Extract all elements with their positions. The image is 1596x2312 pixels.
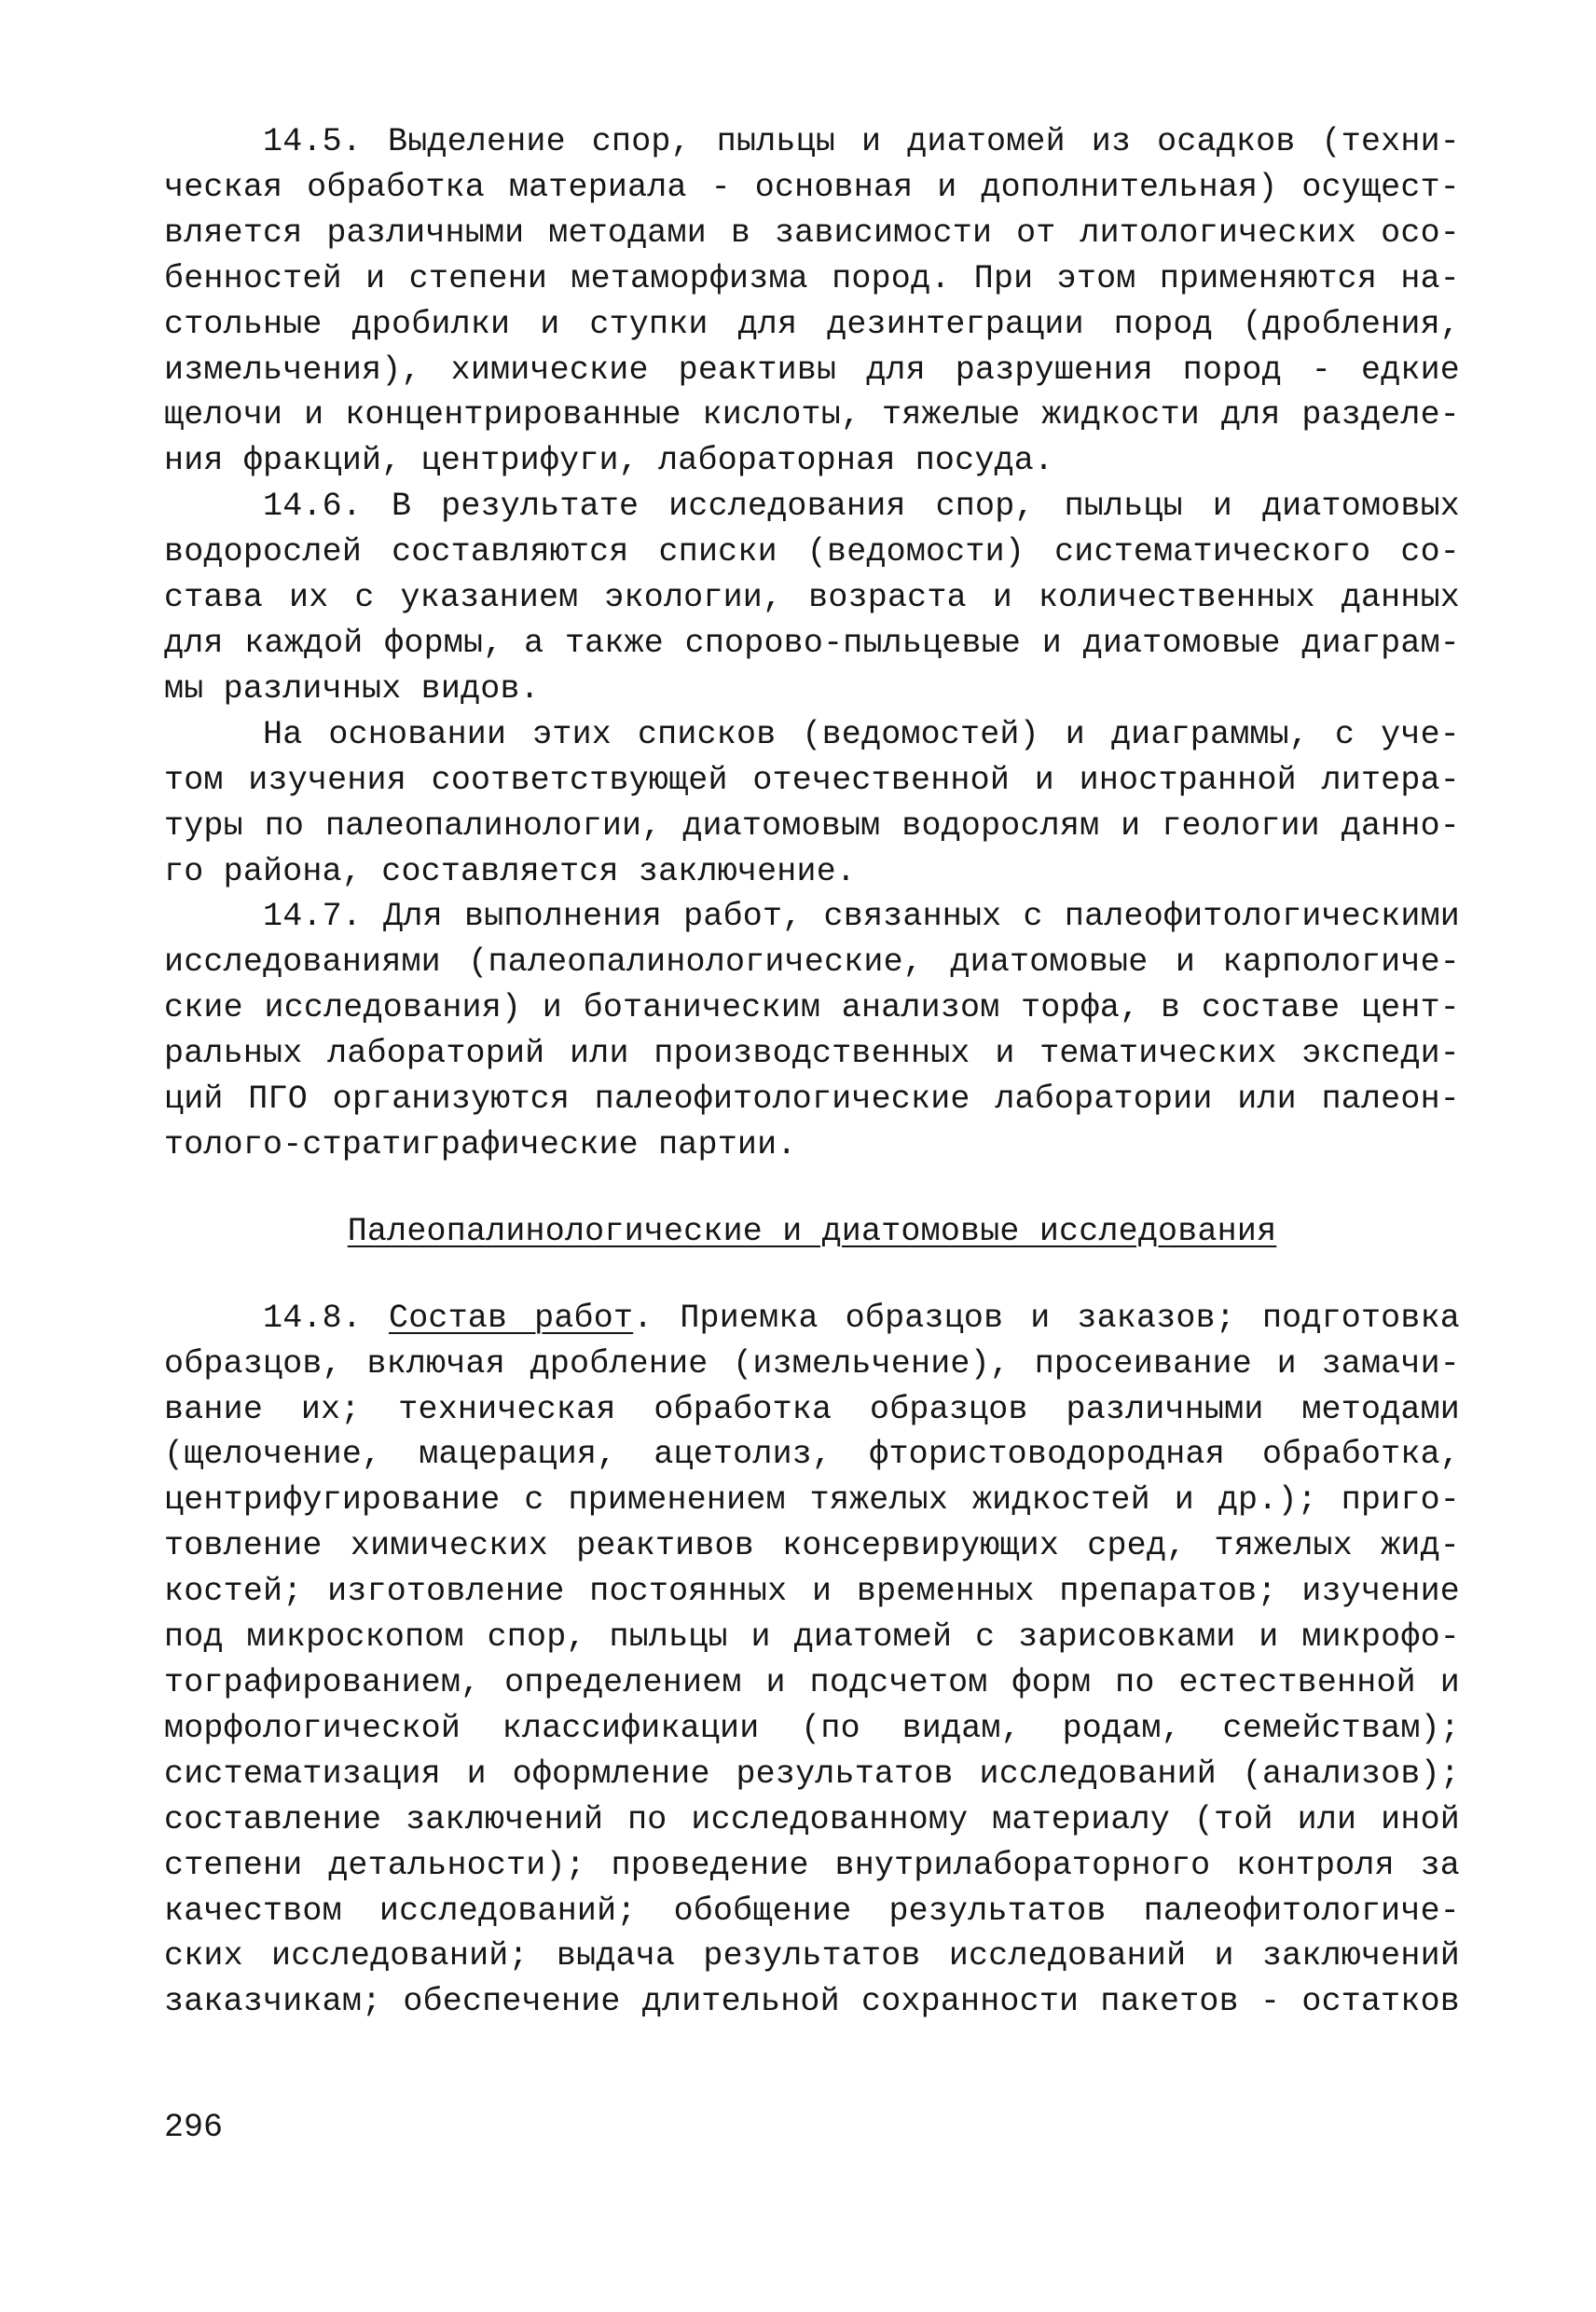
text-line bbox=[164, 1296, 1460, 1342]
text-line: вляется различными методами в зависимости от литологических осо- bbox=[164, 213, 1460, 252]
text-line: щелочи и концентрированные кислоты, тяжелые жидкости для разделе- bbox=[164, 396, 1460, 434]
paragraph-14-6 bbox=[164, 484, 1460, 712]
text-line: под микроскопом спор, пыльцы и диатомей с зарисовками и микрофо- bbox=[164, 1618, 1460, 1657]
text-line: составление заключений по исследованному материалу (той или иной bbox=[164, 1800, 1460, 1838]
text-line: ских исследований; выдача результатов исследований и заключений bbox=[164, 1937, 1460, 1975]
text-line: 14.6. В результате исследования спор, пыльцы и диатомовых bbox=[263, 488, 1460, 526]
underlined-term: Состав работ bbox=[388, 1299, 634, 1337]
text-line: става их с указанием экологии, возраста и количественных данных bbox=[164, 579, 1460, 617]
text-line: бенностей и степени метаморфизма пород. При этом применяются на- bbox=[164, 259, 1460, 297]
text-line: для каждой формы, а также спорово-пыльцевые и диатомовые диаграм- bbox=[164, 624, 1460, 662]
text-line: систематизация и оформление результатов исследований (анализов); bbox=[164, 1755, 1460, 1793]
text-line: 14.7. Для выполнения работ, связанных с палеофитологическими bbox=[263, 898, 1460, 936]
text-line: (щелочение, мацерация, ацетолиз, фтористоводородная обработка, bbox=[164, 1436, 1460, 1474]
text-line: вание их; техническая обработка образцов различными методами bbox=[164, 1390, 1460, 1428]
text-line: ций ПГО организуются палеофитологические лаборатории или палеон- bbox=[164, 1080, 1460, 1119]
text-line: На основании этих списков (ведомостей) и диаграммы, с уче- bbox=[263, 715, 1460, 753]
text-line: степени детальности); проведение внутрилабораторного контроля за bbox=[164, 1846, 1460, 1884]
text-line: водорослей составляются списки (ведомости) систематического со- bbox=[164, 533, 1460, 571]
first-line-rest: . Приемка образцов и заказов; подготовка bbox=[633, 1299, 1460, 1337]
text-line: толого-стратиграфические партии. bbox=[164, 1125, 797, 1163]
text-line: морфологической классификации (по видам, родам, семействам); bbox=[164, 1709, 1460, 1747]
text-line: заказчикам; обеспечение длительной сохранности пакетов - остатков bbox=[164, 1983, 1460, 2021]
text-line: туры по палеопалинологии, диатомовым водорослям и геологии данно- bbox=[164, 806, 1460, 845]
text-line: том изучения соответствующей отечественной и иностранной литера- bbox=[164, 761, 1460, 799]
section-heading bbox=[164, 1209, 1460, 1255]
text-line: го района, составляется заключение. bbox=[164, 852, 857, 890]
paragraph-14-6-continuation bbox=[164, 712, 1460, 895]
body-text bbox=[164, 119, 1460, 2025]
section-gap bbox=[164, 1168, 1460, 1209]
text-line: 14.5. Выделение спор, пыльцы и диатомей из осадков (техни- bbox=[263, 123, 1460, 160]
text-line: стольные дробилки и ступки для дезинтеграции пород (дробления, bbox=[164, 305, 1460, 343]
text-line: тографированием, определением и подсчетом форм по естественной и bbox=[164, 1664, 1460, 1701]
text-line: ральных лабораторий или производственных и тематических экспеди- bbox=[164, 1035, 1460, 1073]
text-line: качеством исследований; обобщение результатов палеофитологиче- bbox=[164, 1892, 1460, 1930]
text-line: ния фракций, центрифуги, лабораторная посуда. bbox=[164, 442, 1054, 480]
text-line: костей; изготовление постоянных и временных препаратов; изучение bbox=[164, 1573, 1460, 1611]
section-gap bbox=[164, 1255, 1460, 1296]
section-heading-text: Палеопалинологические и диатомовые исследования bbox=[347, 1212, 1277, 1250]
page-number: 296 bbox=[164, 2109, 224, 2146]
text-line: мы различных видов. bbox=[164, 669, 540, 708]
text-line: исследованиями (палеопалинологические, диатомовые и карпологиче- bbox=[164, 943, 1460, 982]
text-line: товление химических реактивов консервирующих сред, тяжелых жид- bbox=[164, 1527, 1460, 1565]
text-line: измельчения), химические реактивы для разрушения пород - едкие bbox=[164, 351, 1460, 389]
text-line: ские исследования) и ботаническим анализом торфа, в составе цент- bbox=[164, 989, 1460, 1027]
paragraph-14-8 bbox=[164, 1296, 1460, 2026]
text-line: образцов, включая дробление (измельчение), просеивание и замачи- bbox=[164, 1344, 1460, 1383]
text-line: ческая обработка материала - основная и дополнительная) осущест- bbox=[164, 168, 1460, 206]
paragraph-14-5 bbox=[164, 119, 1460, 484]
paragraph-number: 14.8. bbox=[263, 1299, 363, 1337]
text-line: центрифугирование с применением тяжелых жидкостей и др.); приго- bbox=[164, 1481, 1460, 1520]
paragraph-14-7 bbox=[164, 894, 1460, 1167]
